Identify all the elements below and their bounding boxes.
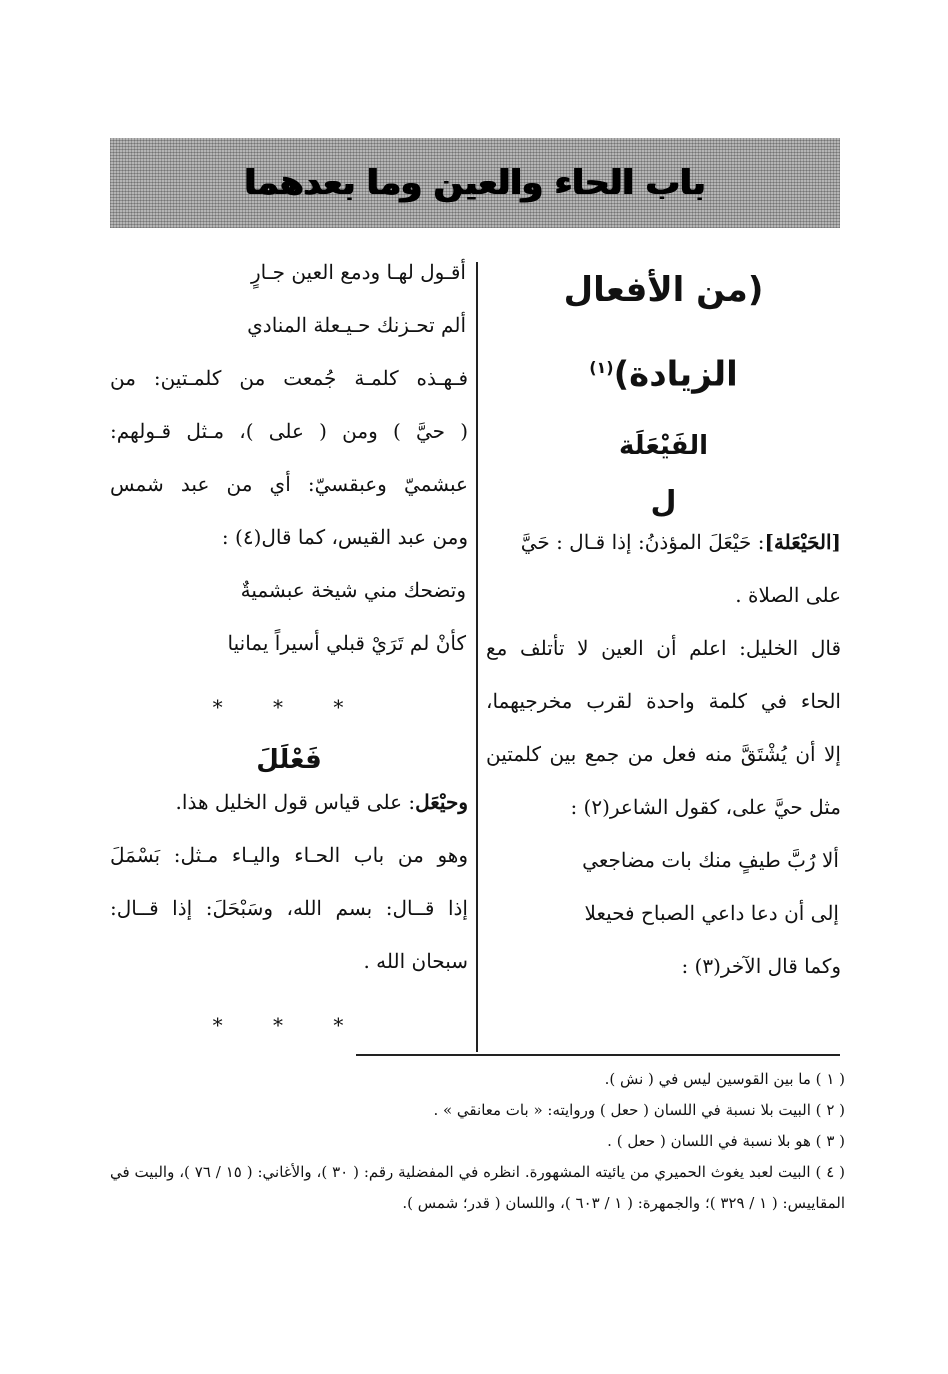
footnote-rule <box>356 1054 840 1056</box>
verse-line: ألم تحـزنك حـيـعلة المنادي <box>247 313 466 337</box>
entry-line: [الحَيْعَلة]: حَيْعَلَ المؤذنُ: إذا قـال : حَيَّ <box>520 530 841 554</box>
footnote: ( ٤ ) البيت لعبد يغوث الحميري من يائيته المشهورة. انظره في المفضلية رقم: ( ٣٠ )، والأغاني: ( ١٥ / ٧٦ )، والبيت في المقاييس: ( ١ / ٣٢٩ )؛ والجمهرة: ( ١ / ٦٠٣ )، واللسان ( قدر؛ شمس ). <box>110 1163 846 1212</box>
entry-headword: وحيْعَل <box>415 790 468 814</box>
verse-line: إلى أن دعا داعي الصباح فحيعلا <box>584 901 839 925</box>
verse-line: كأنْ لم تَرَيْ قبلي أسيراً يمانيا <box>227 631 466 655</box>
text-line: مثل حيَّ على، كقول الشاعر(٢) : <box>570 795 841 819</box>
text-line: على الصلاة . <box>735 583 841 607</box>
footnotes <box>110 1064 845 1219</box>
pattern-heading: فَعْلَلَ <box>256 745 322 775</box>
text-line: عبشميّ وعبقسيّ: أي من عبد شمس <box>110 472 468 496</box>
column-divider <box>476 262 478 1052</box>
footnote: ( ٢ ) البيت بلا نسبة في اللسان ( حعل ) وروايته: « بات معانقي » . <box>433 1101 845 1119</box>
section-separator: * * * <box>212 695 366 719</box>
footnote-ref-1: (١) <box>589 358 614 377</box>
entry-line: وحيْعَل: على قياس قول الخليل هذا. <box>175 790 468 814</box>
text-line: وهو من باب الحـاء واليـاء مـثل: بَسْمَلَ <box>110 843 468 867</box>
text-line: سبحان الله . <box>363 949 468 973</box>
text-line: ومن عبد القيس، كما قال(٤) : <box>221 525 468 549</box>
text-line: الحاء في كلمة واحدة لقرب مخرجيهما، <box>486 689 841 713</box>
text-line: إلا أن يُشْتَقَّ منه فعل من جمع بين كلمتين <box>486 742 841 766</box>
footnote: ( ٣ ) هو بلا نسبة في اللسان ( حعل ) . <box>607 1132 845 1150</box>
pattern-heading: الفَيْعَلَة <box>618 431 709 461</box>
section-heading-line-2: الزيادة)$^{(١)}$ <box>589 354 738 395</box>
footnote: ( ١ ) ما بين القوسين ليس في ( نش ). <box>604 1070 845 1088</box>
text-line: قال الخليل: اعلم أن العين لا تأتلف مع <box>486 636 841 660</box>
chapter-header-band <box>110 138 840 228</box>
right-column <box>486 260 841 1007</box>
chapter-title: باب الحاء والعين وما بعدهما <box>244 163 706 203</box>
section-separator: * * * <box>212 1013 366 1037</box>
left-column <box>110 260 468 1048</box>
verse-line: أقـول لهـا ودمع العين جـارٍ <box>251 260 466 284</box>
text-line: إذا قــال: بسم الله، وسَبْحَلَ: إذا قــال: <box>110 896 468 920</box>
verse-line: وتضحك مني شيخة عبشميةٌ <box>240 578 466 602</box>
verse-line: ألا رُبَّ طيفٍ منك بات مضاجعي <box>582 848 839 872</box>
letter-heading: ل <box>650 485 677 520</box>
section-heading-line-1: (من الأفعال <box>563 270 764 310</box>
text-line: فـهـذه كلمـة جُمعت من كلمـتين: من <box>110 366 468 390</box>
text-line: وكما قال الآخر(٣) : <box>681 954 841 978</box>
text-line: ( حيَّ ) ومن ( على )، مـثل قـولهم: <box>110 419 468 443</box>
entry-headword: [الحَيْعَلة] <box>764 530 841 554</box>
